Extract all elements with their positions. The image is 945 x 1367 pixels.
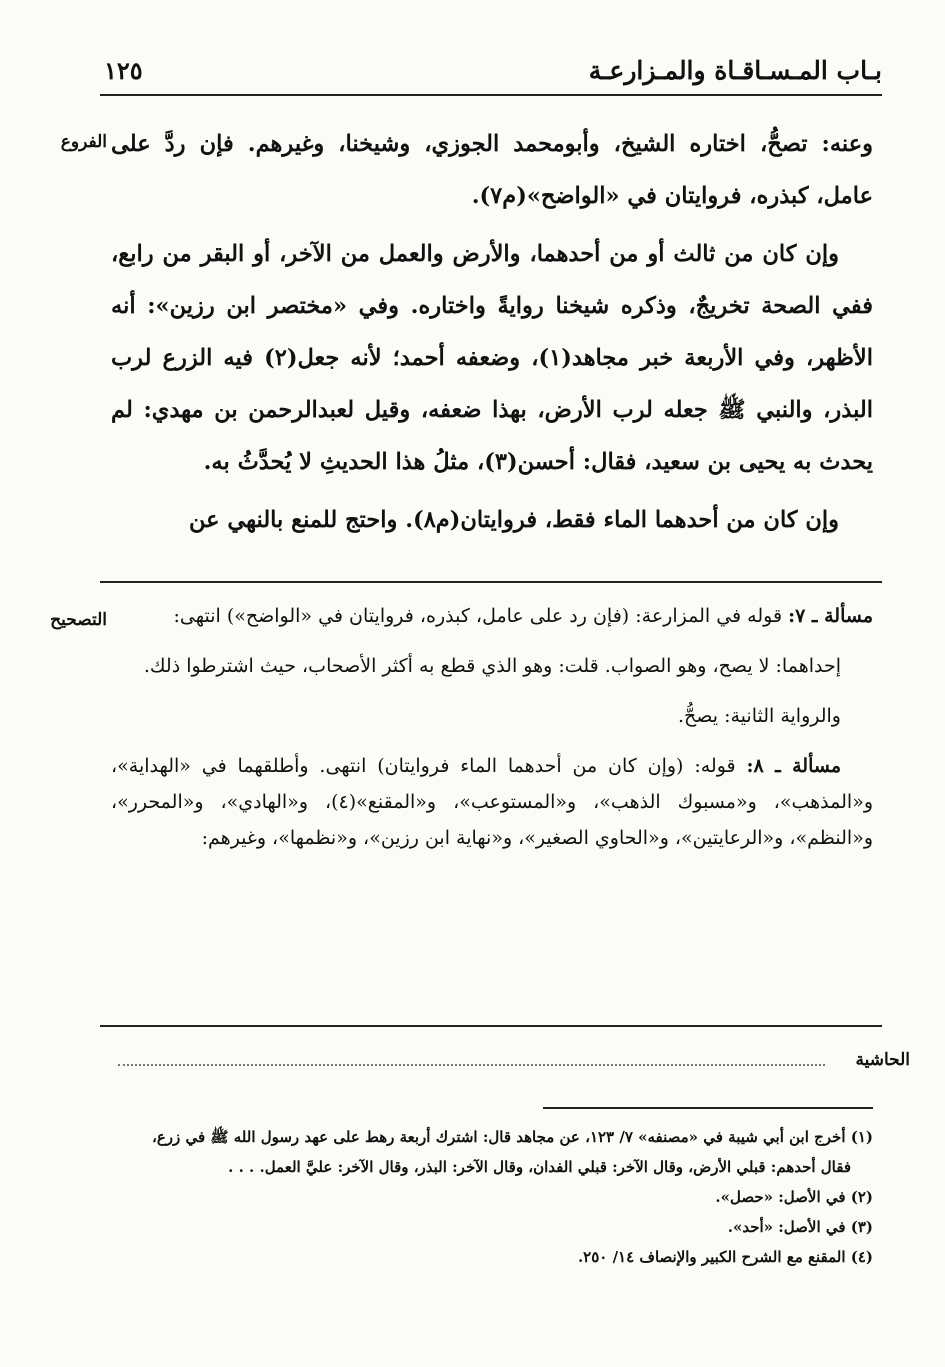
footnote: (٢) في الأصل: «حصل». <box>715 1188 873 1206</box>
masala-label: مسألة ـ ٨: <box>746 755 841 777</box>
section-divider <box>100 581 882 583</box>
masala-label: مسألة ـ ٧: <box>788 605 873 627</box>
chapter-title: بـاب المـسـاقـاة والمـزارعـة <box>588 56 882 85</box>
main-text <box>111 118 873 546</box>
page-header <box>100 52 882 96</box>
footnote-continuation: فقال أحدهم: قبلي الأرض، وقال الآخر: قبلي الفدان، وقال الآخر: البذر، وقال الآخر: عليَّ العمل. . . . <box>228 1158 851 1176</box>
commentary-paragraph: إحداهما: لا يصح، وهو الصواب. قلت: وهو الذي قطع به أكثر الأصحاب، حيث اشترطوا ذلك. <box>143 655 841 677</box>
main-paragraph: وإن كان من ثالث أو من أحدهما، والأرض والعمل من الآخر، أو البقر من رابع، ففي الصحة تخريجٌ، وذكره شيخنا روايةً واختاره. وفي «مختصر ابن رزين»: أنه الأظهر، وفي الأربعة خبر مجاهد(١)، وضعفه أحمد؛ لأنه جعل(٢) فيه الزرع لرب البذر، والنبي ﷺ جعله لرب الأرض، بهذا ضعفه، وقيل لعبدالرحمن بن مهدي: لم يحدث به يحيى بن سعيد، فقال: أحسن(٣)، مثلُ هذا الحديثِ لا يُحدَّثُ به. <box>111 241 873 475</box>
tashih-commentary <box>111 598 873 856</box>
side-label-furu: الفروع <box>60 132 107 152</box>
footnote: (١) أخرج ابن أبي شيبة في «مصنفه» ٧/ ١٢٣، عن مجاهد قال: اشترك أربعة رهط على عهد رسول الله ﷺ في زرع، <box>152 1128 873 1146</box>
commentary-paragraph: مسألة ـ ٨: قوله: (وإن كان من أحدهما الماء فروايتان) انتهى. وأطلقهما في «الهداية»، و«المذهب»، و«مسبوك الذهب»، و«المستوعب»، و«المقنع»(٤)، و«الهادي»، و«المحرر»، و«النظم»، و«الرعايتين»، و«الحاوي الصغير»، و«نهاية ابن رزين»، و«نظمها»، وغيرهم: <box>111 755 873 849</box>
commentary-paragraph: والرواية الثانية: يصحُّ. <box>677 705 841 727</box>
hashiya-label: الحاشية <box>855 1050 910 1070</box>
side-label-tashih: التصحيح <box>50 610 107 630</box>
commentary-paragraph: مسألة ـ ٧: قوله في المزارعة: (فإن رد على عامل، كبذره، فروايتان في «الواضح») انتهى: <box>173 605 873 627</box>
footnote: (٣) في الأصل: «أحد». <box>727 1218 873 1236</box>
main-paragraph: وإن كان من أحدهما الماء فقط، فروايتان(م٨). واحتج للمنع بالنهي عن <box>189 507 839 533</box>
main-paragraph: وعنه: تصحُّ، اختاره الشيخ، وأبومحمد الجوزي، وشيخنا، وغيرهم. فإن ردَّ على عامل، كبذره، فروايتان في «الواضح»(م٧). <box>111 131 873 209</box>
section-divider <box>100 1025 882 1027</box>
footnotes <box>113 1122 873 1272</box>
header-rule <box>100 94 882 96</box>
footnote-rule <box>543 1107 873 1109</box>
footnote: (٤) المقنع مع الشرح الكبير والإنصاف ١٤/ ٢٥٠. <box>577 1248 873 1266</box>
page-number: ١٢٥ <box>104 56 143 85</box>
hashiya-dotted-line <box>118 1050 825 1070</box>
